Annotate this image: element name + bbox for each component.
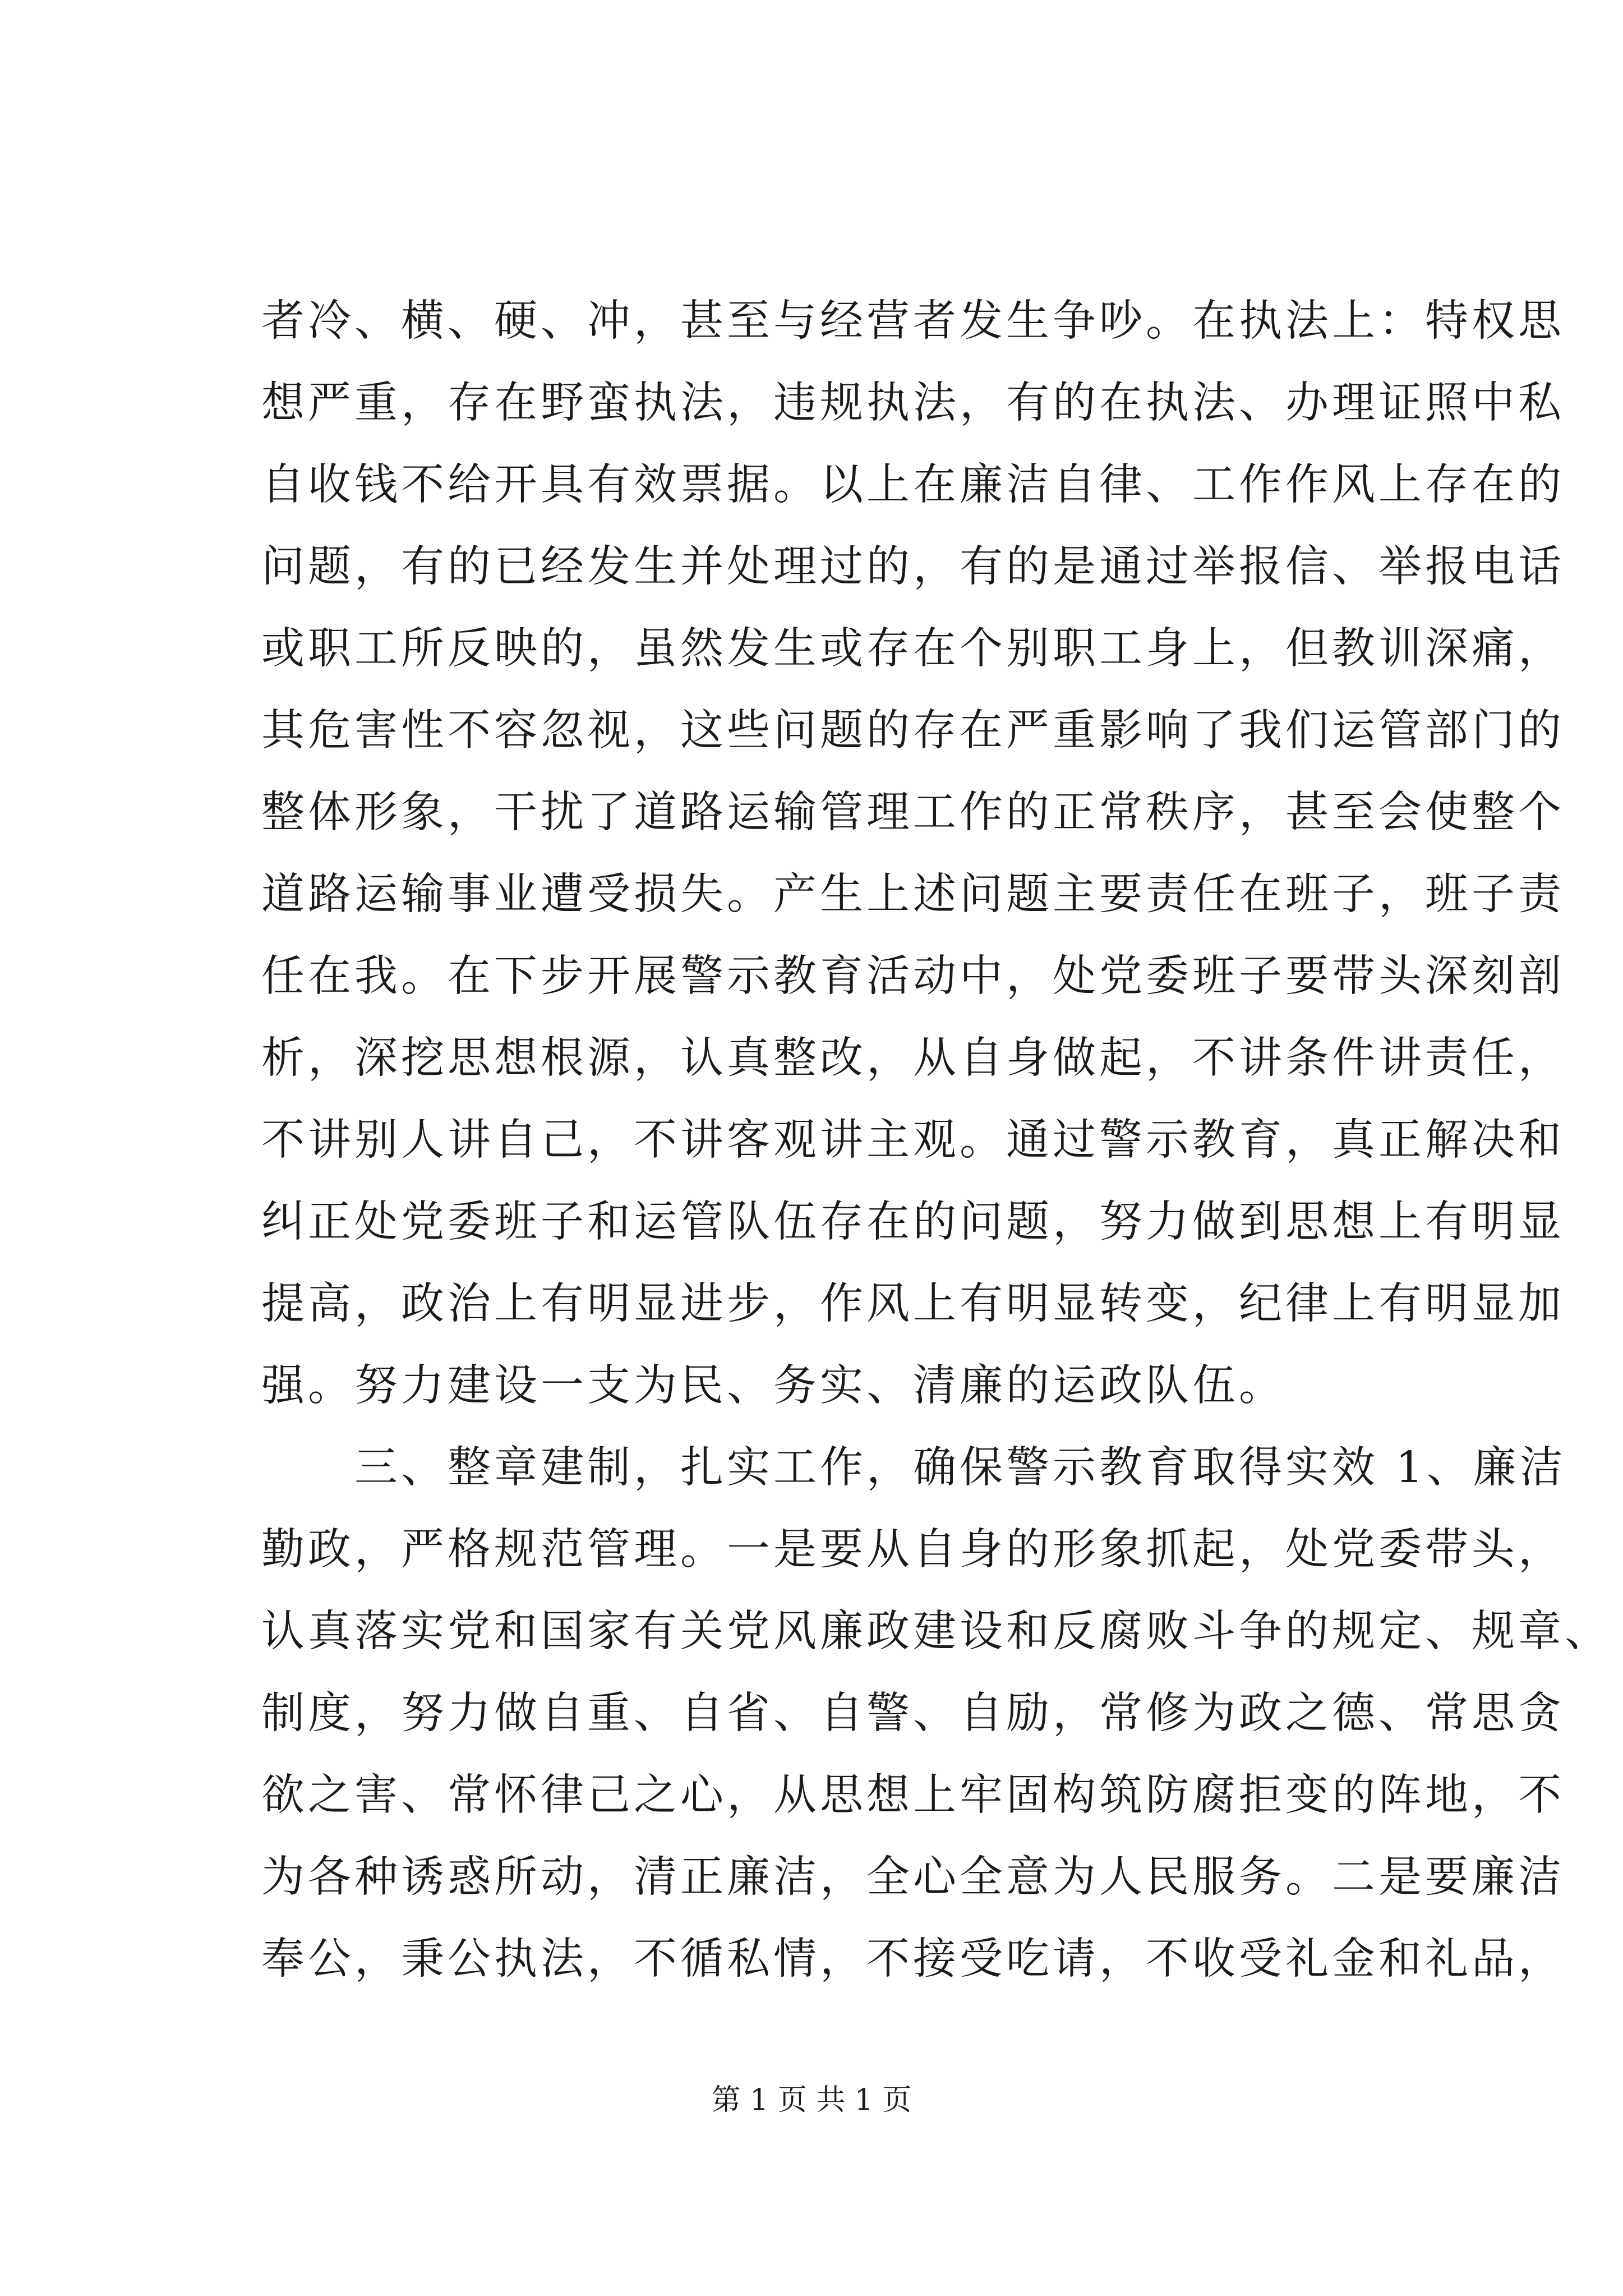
text-line: 者冷、横、硬、冲，甚至与经营者发生争吵。在执法上：特权思	[261, 296, 1565, 346]
text-line: 制度，努力做自重、自省、自警、自励，常修为政之德、常思贪	[261, 1688, 1565, 1738]
text-line: 析，深挖思想根源，认真整改，从自身做起，不讲条件讲责任，	[261, 1033, 1565, 1083]
text-line: 整体形象，干扰了道路运输管理工作的正常秩序，甚至会使整个	[261, 788, 1565, 838]
text-line: 欲之害、常怀律己之心，从思想上牢固构筑防腐拒变的阵地，不	[261, 1770, 1565, 1820]
text-line: 任在我。在下步开展警示教育活动中，处党委班子要带头深刻剖	[261, 951, 1565, 1001]
text-line: 其危害性不容忽视，这些问题的存在严重影响了我们运管部门的	[261, 706, 1565, 756]
text-line: 强。努力建设一支为民、务实、清廉的运政队伍。	[261, 1361, 1285, 1411]
page-footer	[0, 2078, 1623, 2123]
page-number: 第 1 页 共 1 页	[711, 2083, 912, 2117]
text-line: 或职工所反映的，虽然发生或存在个别职工身上，但教训深痛，	[261, 624, 1565, 674]
section-heading-line: 三、整章建制，扎实工作，确保警示教育取得实效 1、廉洁	[354, 1443, 1566, 1493]
text-line: 提高，政治上有明显进步，作风上有明显转变，纪律上有明显加	[261, 1279, 1565, 1329]
text-line: 问题，有的已经发生并处理过的，有的是通过举报信、举报电话	[261, 542, 1565, 592]
text-line: 自收钱不给开具有效票据。以上在廉洁自律、工作作风上存在的	[261, 460, 1565, 510]
text-line: 想严重，存在野蛮执法，违规执法，有的在执法、办理证照中私	[261, 378, 1565, 428]
text-line: 奉公，秉公执法，不循私情，不接受吃请，不收受礼金和礼品，	[261, 1934, 1565, 1984]
text-line: 勤政，严格规范管理。一是要从自身的形象抓起，处党委带头，	[261, 1525, 1565, 1575]
body-text	[261, 280, 1611, 2000]
text-line: 道路运输事业遭受损失。产生上述问题主要责任在班子，班子责	[261, 869, 1565, 919]
text-line: 不讲别人讲自己，不讲客观讲主观。通过警示教育，真正解决和	[261, 1115, 1565, 1165]
text-line: 为各种诱惑所动，清正廉洁，全心全意为人民服务。二是要廉洁	[261, 1852, 1565, 1902]
text-line: 纠正处党委班子和运管队伍存在的问题，努力做到思想上有明显	[261, 1197, 1565, 1247]
text-line: 认真落实党和国家有关党风廉政建设和反腐败斗争的规定、规章、	[261, 1607, 1611, 1657]
